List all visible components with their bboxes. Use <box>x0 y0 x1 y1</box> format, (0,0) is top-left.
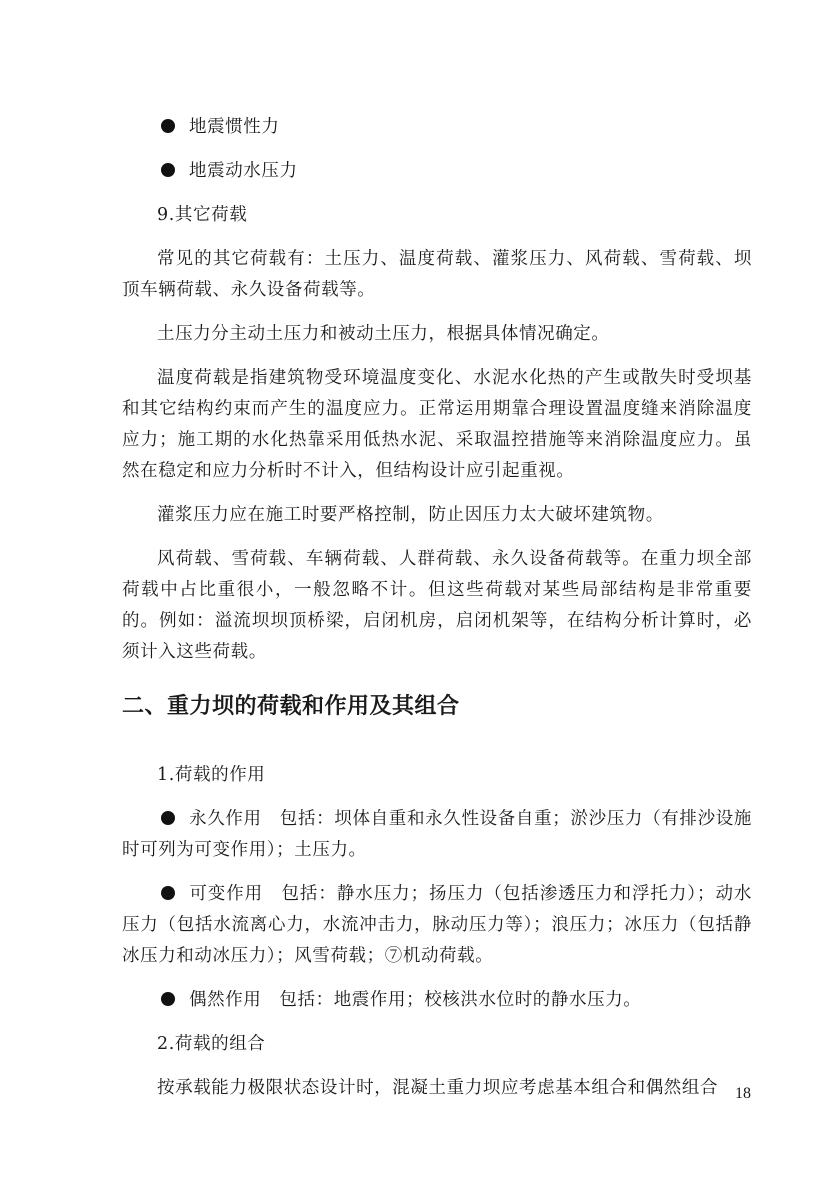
paragraph: 常见的其它荷载有：土压力、温度荷载、灌浆压力、风荷载、雪荷载、坝顶车辆荷载、永久设备荷载等。 <box>122 249 752 300</box>
bullet-dot-icon <box>161 119 175 133</box>
bullet-item <box>122 985 752 1016</box>
bullet-item <box>122 112 752 143</box>
paragraph: 温度荷载是指建筑物受环境温度变化、水泥水化热的产生或散失时受坝基和其它结构约束而产生的温度应力。正常运用期靠合理设置温度缝来消除温度应力；施工期的水化热靠采用低热水泥、采取温控措施等来消除温度应力。虽然在稳定和应力分析时不计入，但结构设计应引起重视。 <box>122 368 752 481</box>
bullet-label: 偶然作用 <box>189 990 262 1010</box>
bullet-text: 包括：地震作用；校核洪水位时的静水压力。 <box>279 990 642 1010</box>
bullet-item <box>122 156 752 187</box>
bullet-dot-icon <box>161 886 175 900</box>
bullet-text: 包括：坝体自重和永久性设备自重；淤沙压力（有排沙设施时可列为可变作用）；土压力。 <box>122 809 752 860</box>
paragraph: 风荷载、雪荷载、车辆荷载、人群荷载、永久设备荷载等。在重力坝全部荷载中占比重很小，一般忽略不计。但这些荷载对某些局部结构是非常重要的。例如：溢流坝坝顶桥梁，启闭机房，启闭机架等，在结构分析计算时，必须计入这些荷载。 <box>122 549 752 662</box>
paragraph: 土压力分主动土压力和被动土压力，根据具体情况确定。 <box>157 324 610 344</box>
subsection-title: 2.荷载的组合 <box>157 1034 266 1054</box>
subsection-title: 1.荷载的作用 <box>157 765 266 785</box>
bullet-label: 永久作用 <box>189 809 262 829</box>
bullet-text: 地震惯性力 <box>189 117 280 137</box>
bullet-dot-icon <box>161 163 175 177</box>
section-heading: 二、重力坝的荷载和作用及其组合 <box>122 694 460 719</box>
page-number: 18 <box>735 1085 751 1102</box>
paragraph: 灌浆压力应在施工时要严格控制，防止因压力太大破坏建筑物。 <box>157 505 664 525</box>
page-body <box>122 112 752 1117</box>
paragraph: 按承载能力极限状态设计时，混凝土重力坝应考虑基本组合和偶然组合 <box>157 1078 719 1098</box>
bullet-label: 可变作用 <box>189 884 264 904</box>
bullet-dot-icon <box>161 992 175 1006</box>
bullet-item <box>122 879 752 972</box>
bullet-dot-icon <box>161 811 175 825</box>
bullet-item <box>122 804 752 866</box>
subsection-title: 9.其它荷载 <box>157 205 248 225</box>
bullet-text: 地震动水压力 <box>189 161 298 181</box>
bullet-text: 包括：静水压力；扬压力（包括渗透压力和浮托力）；动水压力（包括水流离心力，水流冲击力，脉动压力等）；浪压力；冰压力（包括静冰压力和动冰压力）；风雪荷载；⑦机动荷载。 <box>122 884 752 966</box>
